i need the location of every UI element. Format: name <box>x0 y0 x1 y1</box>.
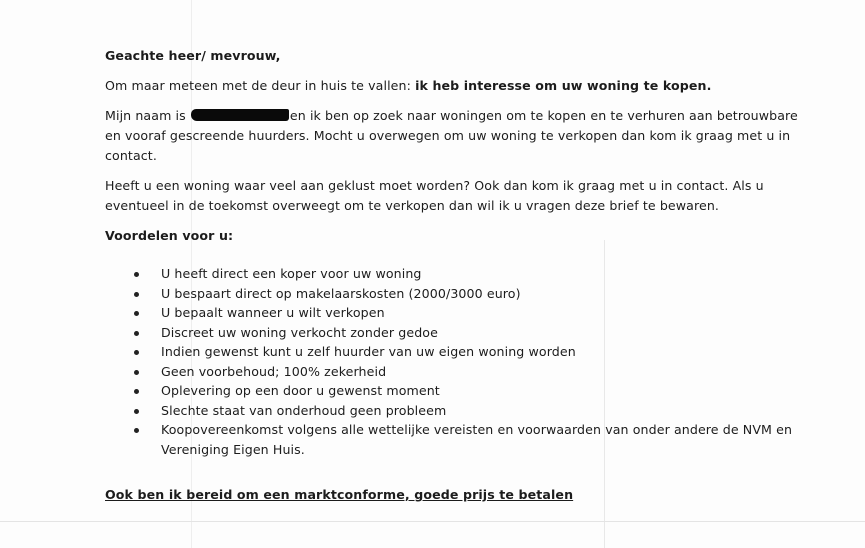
list-item <box>105 264 805 284</box>
intro-text: Om maar meteen met de deur in huis te vallen: <box>105 78 416 93</box>
benefit-text: Discreet uw woning verkocht zonder gedoe <box>161 324 438 340</box>
list-item <box>105 284 805 304</box>
letter-body <box>105 46 805 505</box>
list-item <box>105 401 805 421</box>
paper-fold-line <box>0 521 865 522</box>
redacted-name <box>191 109 289 121</box>
bullet-icon <box>134 370 139 375</box>
bullet-icon <box>134 350 139 355</box>
benefit-text: Koopovereenkomst volgens alle wettelijke vereisten en voorwaarden van onder andere de NVM en Vereniging Eigen Huis. <box>161 422 793 457</box>
benefits-list <box>105 264 805 459</box>
name-paragraph-lead: Mijn naam is <box>105 108 190 123</box>
list-item <box>105 420 805 459</box>
list-item <box>105 362 805 382</box>
benefit-text: Indien gewenst kunt u zelf huurder van uw eigen woning worden <box>161 344 576 359</box>
list-item <box>105 323 805 343</box>
benefit-text: Geen voorbehoud; 100% zekerheid <box>161 363 387 379</box>
name-paragraph <box>105 106 805 166</box>
name-paragraph-text: en ik ben op zoek naar woningen om te kopen en te verhuren aan betrouwbare en vooraf gescreende huurders. Mocht u overwegen om uw woning te verkopen dan kom ik graag met u in contact. <box>105 108 798 163</box>
benefit-text: U bespaart direct op makelaarskosten (2000/3000 euro) <box>161 285 521 301</box>
benefit-text: Slechte staat van onderhoud geen probleem <box>161 402 447 418</box>
benefits-heading: Voordelen voor u: <box>105 228 234 243</box>
closing-statement: Ook ben ik bereid om een marktconforme, goede prijs te betalen <box>105 487 574 502</box>
benefit-text: U heeft direct een koper voor uw woning <box>161 266 422 281</box>
bullet-icon <box>134 331 139 336</box>
intro-paragraph <box>105 76 805 96</box>
benefit-text: Oplevering op een door u gewenst moment <box>161 383 440 398</box>
list-item <box>105 381 805 401</box>
letter-greeting: Geachte heer/ mevrouw, <box>105 48 281 63</box>
bullet-icon <box>134 409 139 414</box>
intro-emphasis: ik heb interesse om uw woning te kopen. <box>415 78 712 93</box>
bullet-icon <box>134 292 139 297</box>
bullet-icon <box>134 272 139 277</box>
bullet-icon <box>134 311 139 316</box>
list-item <box>105 303 805 323</box>
renovation-paragraph: Heeft u een woning waar veel aan geklust moet worden? Ook dan kom ik graag met u in contact. Als u eventueel in de toekomst overweegt om te verkopen dan wil ik u vragen deze brief te bewaren. <box>105 178 764 213</box>
bullet-icon <box>134 428 139 433</box>
bullet-icon <box>134 389 139 394</box>
list-item <box>105 342 805 362</box>
benefit-text: U bepaalt wanneer u wilt verkopen <box>161 305 385 320</box>
